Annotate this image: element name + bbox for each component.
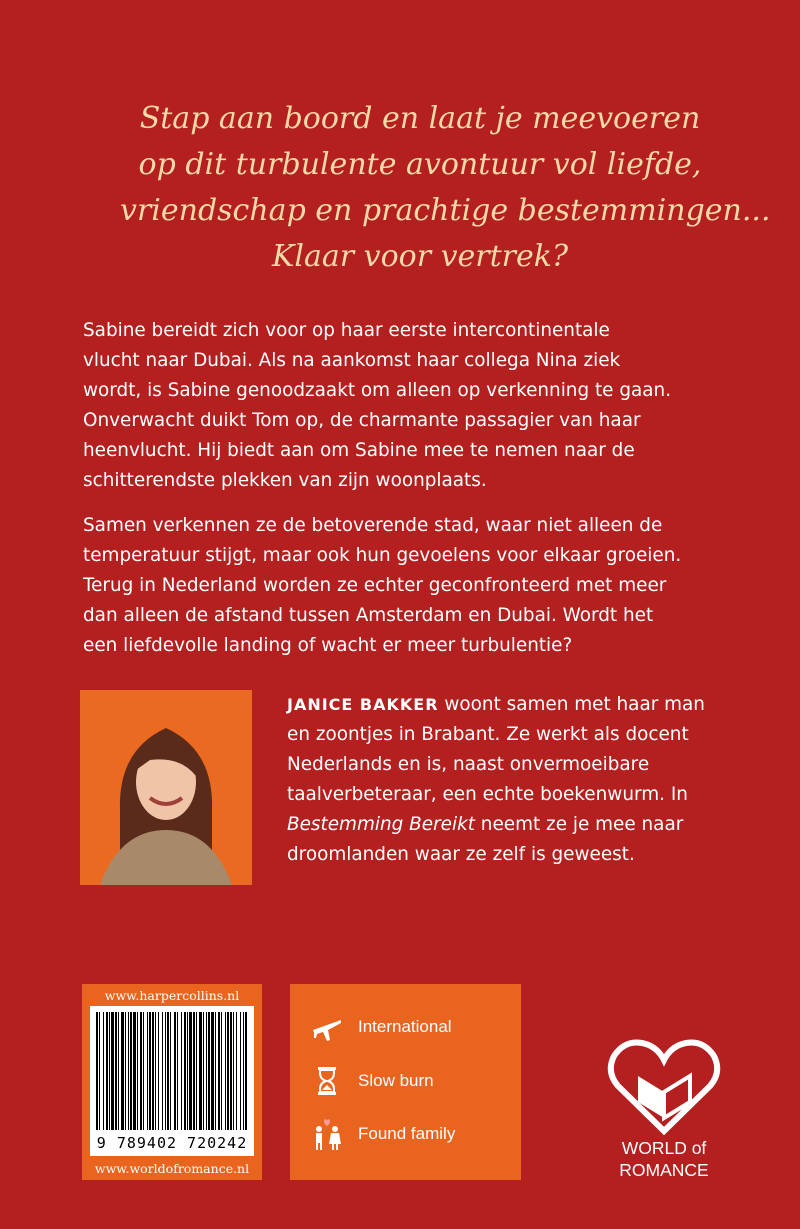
barcode-panel [82, 984, 262, 1180]
trope-found-family [310, 1117, 455, 1151]
author-photo [80, 690, 252, 885]
tagline-line: vriendschap en prachtige bestemmingen... [120, 193, 771, 228]
blurb-line: dan alleen de afstand tussen Amsterdam en Dubai. Wordt het [83, 605, 654, 626]
blurb-line: Terug in Nederland worden ze echter geconfronteerd met meer [83, 575, 667, 596]
trope-slow-burn [310, 1064, 434, 1098]
family-icon [310, 1117, 344, 1151]
author-bio-text: woont samen met haar man [438, 694, 705, 715]
author-bio-text: neemt ze je mee naar [474, 814, 684, 835]
blurb-line: schitterendste plekken van zijn woonplaats. [83, 470, 487, 491]
tagline-line: Stap aan boord en laat je meevoeren [139, 101, 701, 136]
blurb-line: een liefdevolle landing of wacht er meer turbulentie? [83, 635, 573, 656]
blurb-line: Sabine bereidt zich voor op haar eerste intercontinentale [83, 320, 610, 341]
blurb-line: temperatuur stijgt, maar ook hun gevoelens voor elkaar groeien. [83, 545, 682, 566]
author-bio-line [287, 690, 757, 720]
heart-book-icon [604, 1036, 724, 1136]
world-of-romance-logo [604, 1036, 724, 1186]
imprint-url: www.worldofromance.nl [94, 1161, 250, 1176]
author-bio-line [287, 810, 757, 840]
logo-line-1: WORLD of [621, 1138, 707, 1158]
author-bio-line: droomlanden waar ze zelf is geweest. [287, 844, 635, 865]
blurb-line: vlucht naar Dubai. Als na aankomst haar collega Nina ziek [83, 350, 621, 371]
trope-label: International [358, 1017, 452, 1036]
isbn-number: 9 789402 720242 [96, 1134, 248, 1152]
barcode [90, 1006, 254, 1156]
trope-international [310, 1010, 452, 1044]
author-bio-line: Nederlands en is, naast onvermoeibare [287, 754, 650, 775]
trope-label: Slow burn [358, 1071, 434, 1090]
logo-line-2: ROMANCE [619, 1160, 709, 1180]
airplane-icon [310, 1010, 344, 1044]
blurb-line: Samen verkennen ze de betoverende stad, waar niet alleen de [83, 515, 663, 536]
blurb-paragraph-2 [83, 511, 733, 661]
author-bio-line: taalverbeteraar, een echte boekenwurm. In [287, 784, 688, 805]
author-bio-line: en zoontjes in Brabant. Ze werkt als docent [287, 724, 689, 745]
blurb-line: heenvlucht. Hij biedt aan om Sabine mee te nemen naar de [83, 440, 635, 461]
tagline-line: Klaar voor vertrek? [271, 239, 569, 274]
author-bio [287, 690, 757, 870]
publisher-url: www.harpercollins.nl [104, 988, 240, 1003]
author-portrait-icon [80, 690, 252, 885]
book-title: Bestemming Bereikt [287, 814, 475, 835]
trope-label: Found family [358, 1124, 456, 1143]
author-name: JANICE BAKKER [287, 695, 439, 714]
blurb-line: wordt, is Sabine genoodzaakt om alleen op verkenning te gaan. [83, 380, 672, 401]
hourglass-icon [310, 1064, 344, 1098]
tagline-line: op dit turbulente avontuur vol liefde, [138, 147, 702, 182]
blurb-line: Onverwacht duikt Tom op, de charmante passagier van haar [83, 410, 641, 431]
cover-tagline [120, 96, 771, 280]
blurb-paragraph-1 [83, 316, 733, 496]
barcode-bars [90, 1006, 254, 1136]
tropes-panel [290, 984, 521, 1180]
